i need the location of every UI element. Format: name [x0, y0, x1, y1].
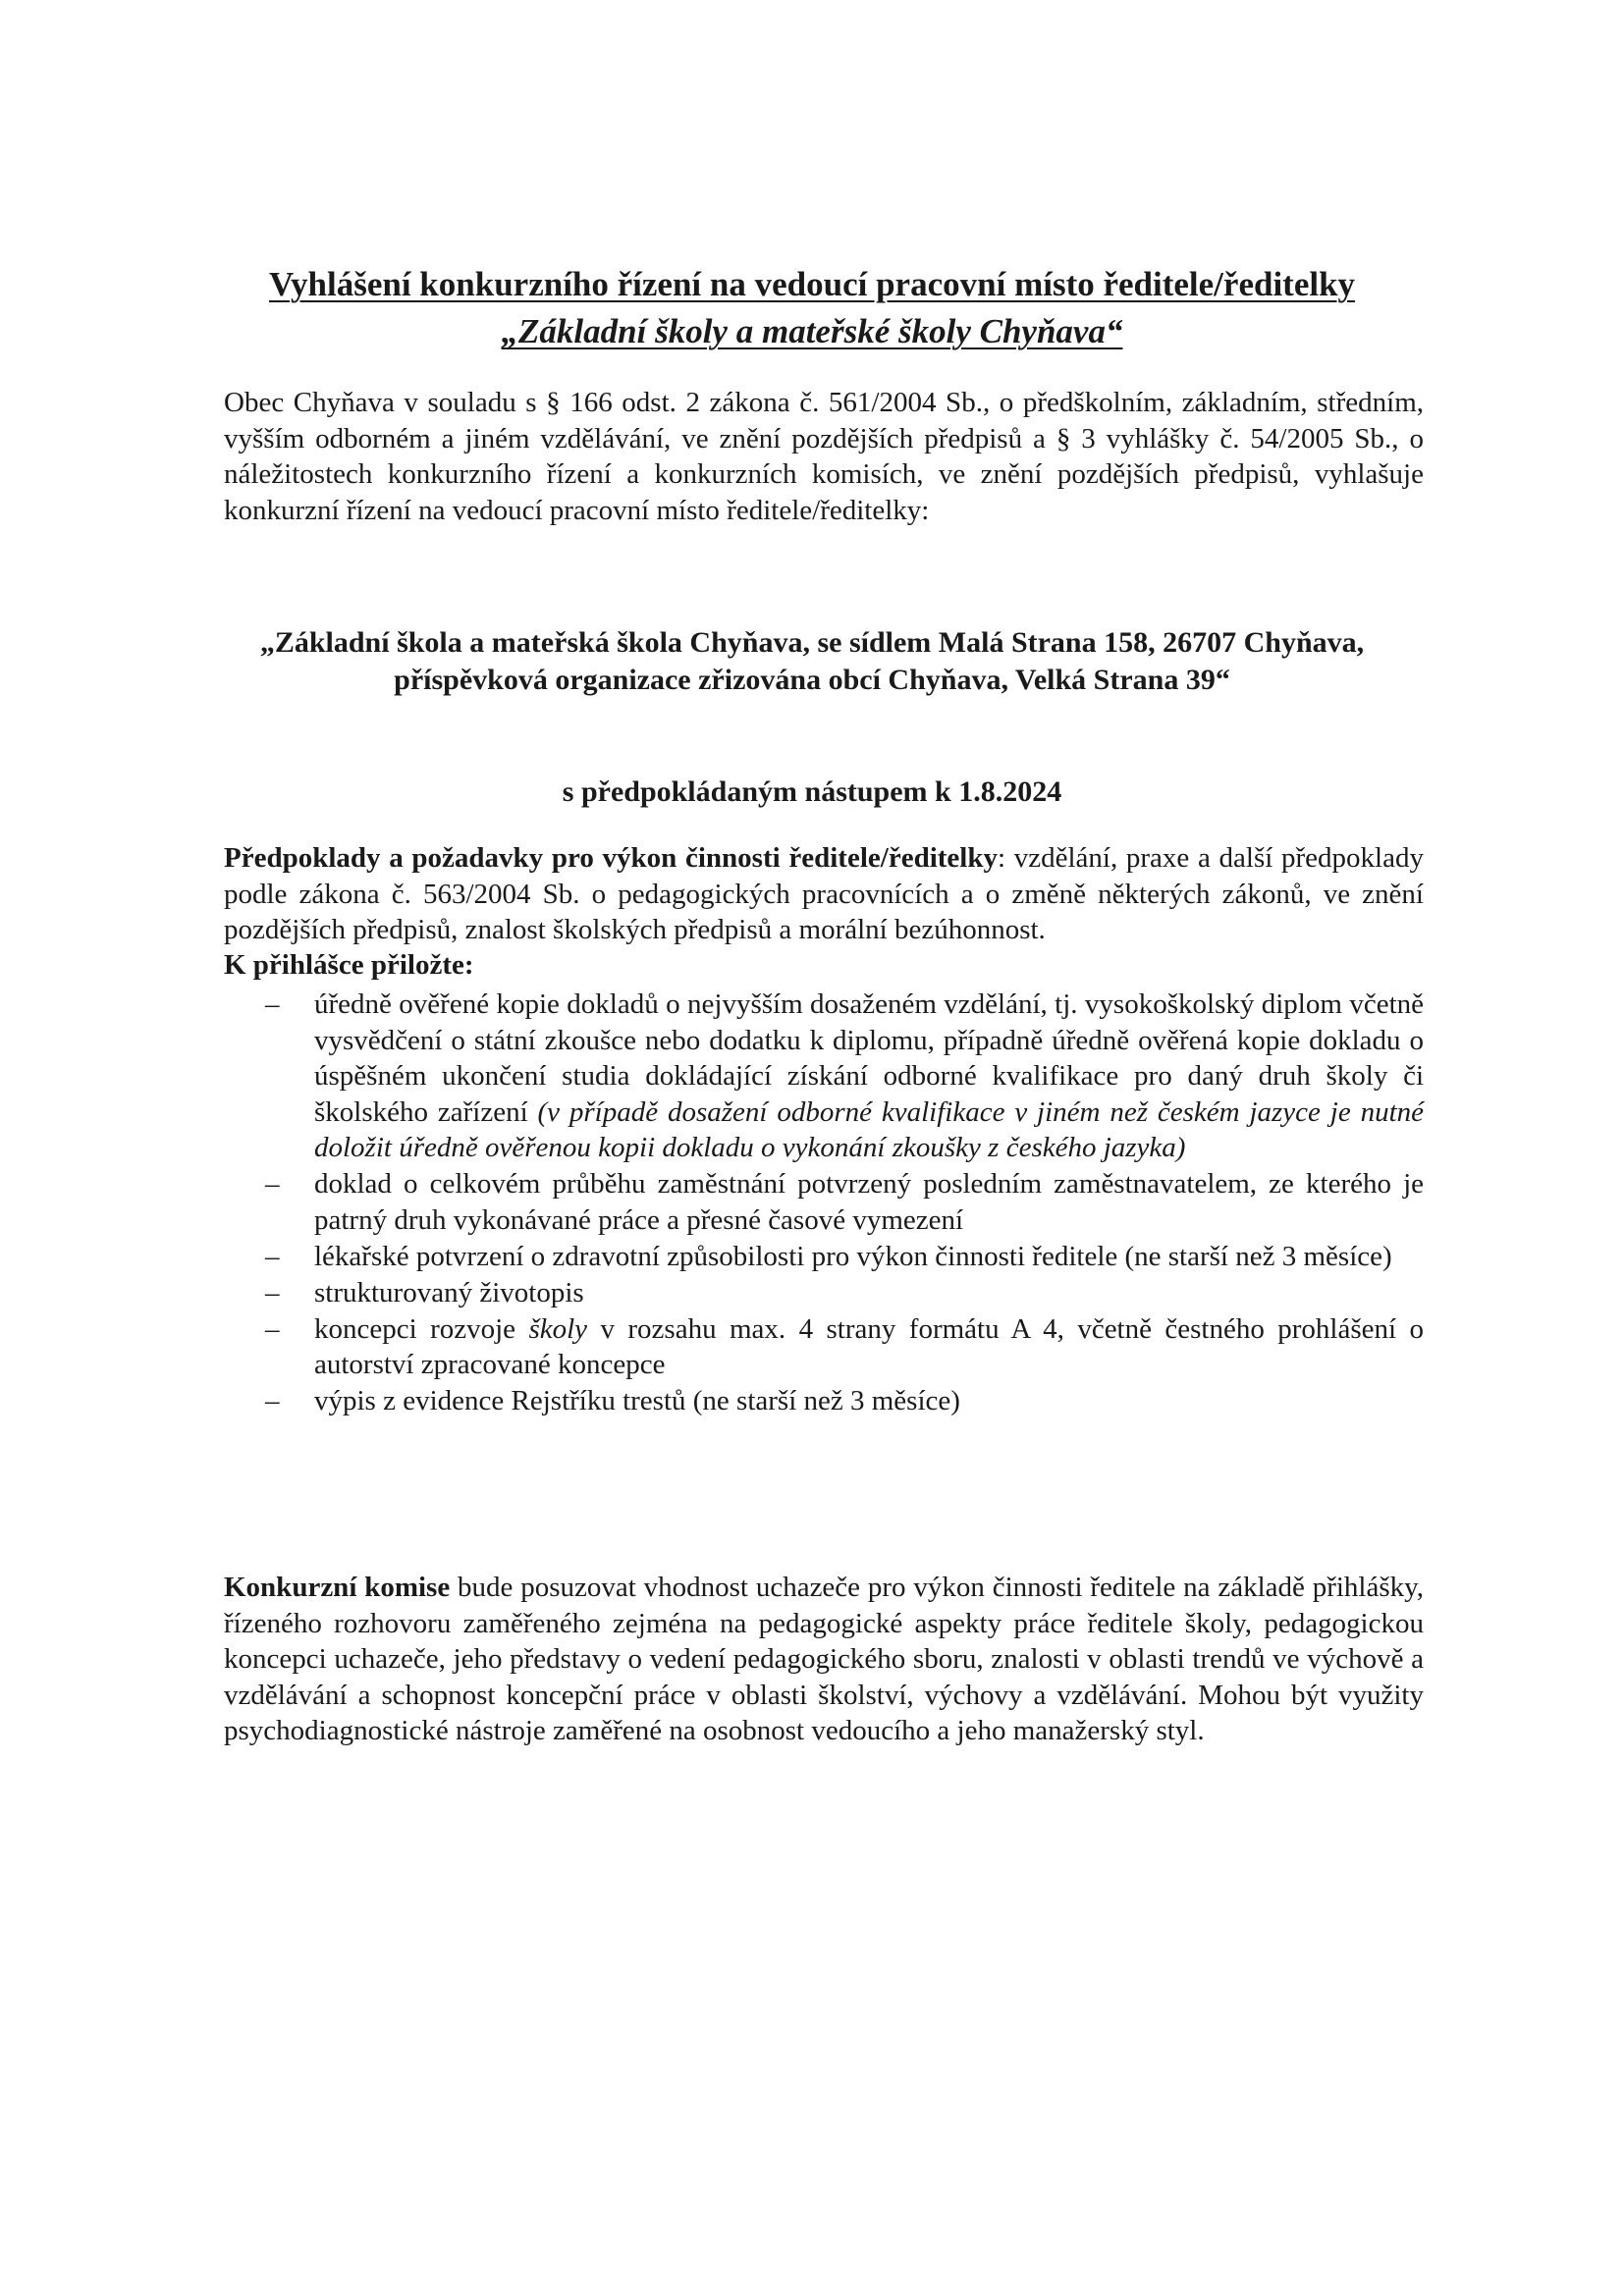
attachment-text: strukturovaný životopis	[314, 1276, 584, 1308]
attachments-list	[224, 987, 1424, 1419]
attachment-note: (v případě dosažení odborné kvalifikace v jiném než českém jazyce je nutné doložit úředně ověřenou kopii dokladu o vykonání zkoušky z českého jazyka)	[314, 1095, 1424, 1163]
attachments-heading: K přihlášce přiložte:	[224, 949, 474, 981]
attachment-italic-word: školy	[528, 1312, 588, 1345]
dash-bullet: –	[265, 1312, 280, 1345]
start-date: s předpokládaným nástupem k 1.8.2024	[562, 775, 1062, 808]
list-item	[224, 1239, 1424, 1275]
attachment-text: koncepci rozvoje	[314, 1312, 529, 1345]
attachment-text-after: v rozsahu max. 4 strany formátu A 4, včetně čestného prohlášení o autorství zpracované koncepce	[314, 1312, 1424, 1380]
attachment-text: doklad o celkovém průběhu zaměstnání potvrzený posledním zaměstnavatelem, ze kterého je patrný druh vykonávané práce a přesné časové vymezení	[314, 1168, 1424, 1236]
attachment-text: lékařské potvrzení o zdravotní způsobilosti pro výkon činnosti ředitele (ne starší než 3 měsíce)	[314, 1240, 1392, 1272]
dash-bullet: –	[265, 1276, 280, 1308]
dash-bullet: –	[265, 1168, 280, 1200]
list-item	[224, 987, 1424, 1166]
list-item	[224, 1275, 1424, 1311]
dash-bullet: –	[265, 988, 280, 1020]
attachment-text: úředně ověřené kopie dokladů o nejvyšším dosaženém vzdělání, tj. vysokoškolský diplom včetně vysvědčení o státní zkoušce nebo dodatku k diplomu, případně úředně ověřená kopie dokladu o úspěšném ukončení studia dokládající získání odborné kvalifikace pro daný druh školy či školského zařízení	[314, 988, 1424, 1128]
list-item	[224, 1311, 1424, 1383]
school-name-line-2: příspěvková organizace zřizována obcí Chyňava, Velká Strana 39“	[394, 664, 1230, 696]
requirements-text: : vzdělání, praxe a další předpoklady podle zákona č. 563/2004 Sb. o pedagogických pracovnících a o změně některých zákonů, ve znění pozdějších předpisů, znalost školských předpisů a morální bezúhonnost.	[224, 842, 1424, 945]
committee-label: Konkurzní komise	[224, 1572, 451, 1603]
requirements-paragraph	[224, 840, 1424, 948]
document-subtitle: „Základní školy a mateřské školy Chyňava“	[501, 312, 1123, 350]
document-title: Vyhlášení konkurzního řízení na vedoucí pracovní místo ředitele/ředitelky	[268, 265, 1356, 303]
committee-paragraph	[224, 1570, 1424, 1749]
committee-text: bude posuzovat vhodnost uchazeče pro výkon činnosti ředitele na základě přihlášky, řízeného rozhovoru zaměřeného zejména na pedagogické aspekty práce ředitele školy, pedagogickou koncepci uchazeče, jeho představy o vedení pedagogického sboru, znalosti v oblasti trendů ve výchově a vzdělávání a schopnost koncepční práce v oblasti školství, výchovy a vzdělávání. Mohou být využity psychodiagnostické nástroje zaměřené na osobnost vedoucího a jeho manažerský styl.	[224, 1572, 1424, 1746]
school-name-block	[147, 624, 1477, 699]
dash-bullet: –	[265, 1240, 280, 1272]
requirements-label: Předpoklady a požadavky pro výkon činnosti ředitele/ředitelky	[224, 842, 998, 874]
attachment-text: výpis z evidence Rejstříku trestů (ne starší než 3 měsíce)	[314, 1385, 960, 1416]
list-item	[224, 1383, 1424, 1419]
dash-bullet: –	[265, 1385, 280, 1416]
list-item	[224, 1166, 1424, 1238]
school-name-line-1: „Základní škola a mateřská škola Chyňava, se sídlem Malá Strana 158, 26707 Chyňava,	[259, 626, 1365, 659]
intro-paragraph: Obec Chyňava v souladu s § 166 odst. 2 zákona č. 561/2004 Sb., o předškolním, základním, středním, vyšším odborném a jiném vzdělávání, ve znění pozdějších předpisů a § 3 vyhlášky č. 54/2005 Sb., o náležitostech konkurzního řízení a konkurzních komisích, ve znění pozdějších předpisů, vyhlašuje konkurzní řízení na vedoucí pracovní místo ředitele/ředitelky:	[224, 387, 1424, 526]
